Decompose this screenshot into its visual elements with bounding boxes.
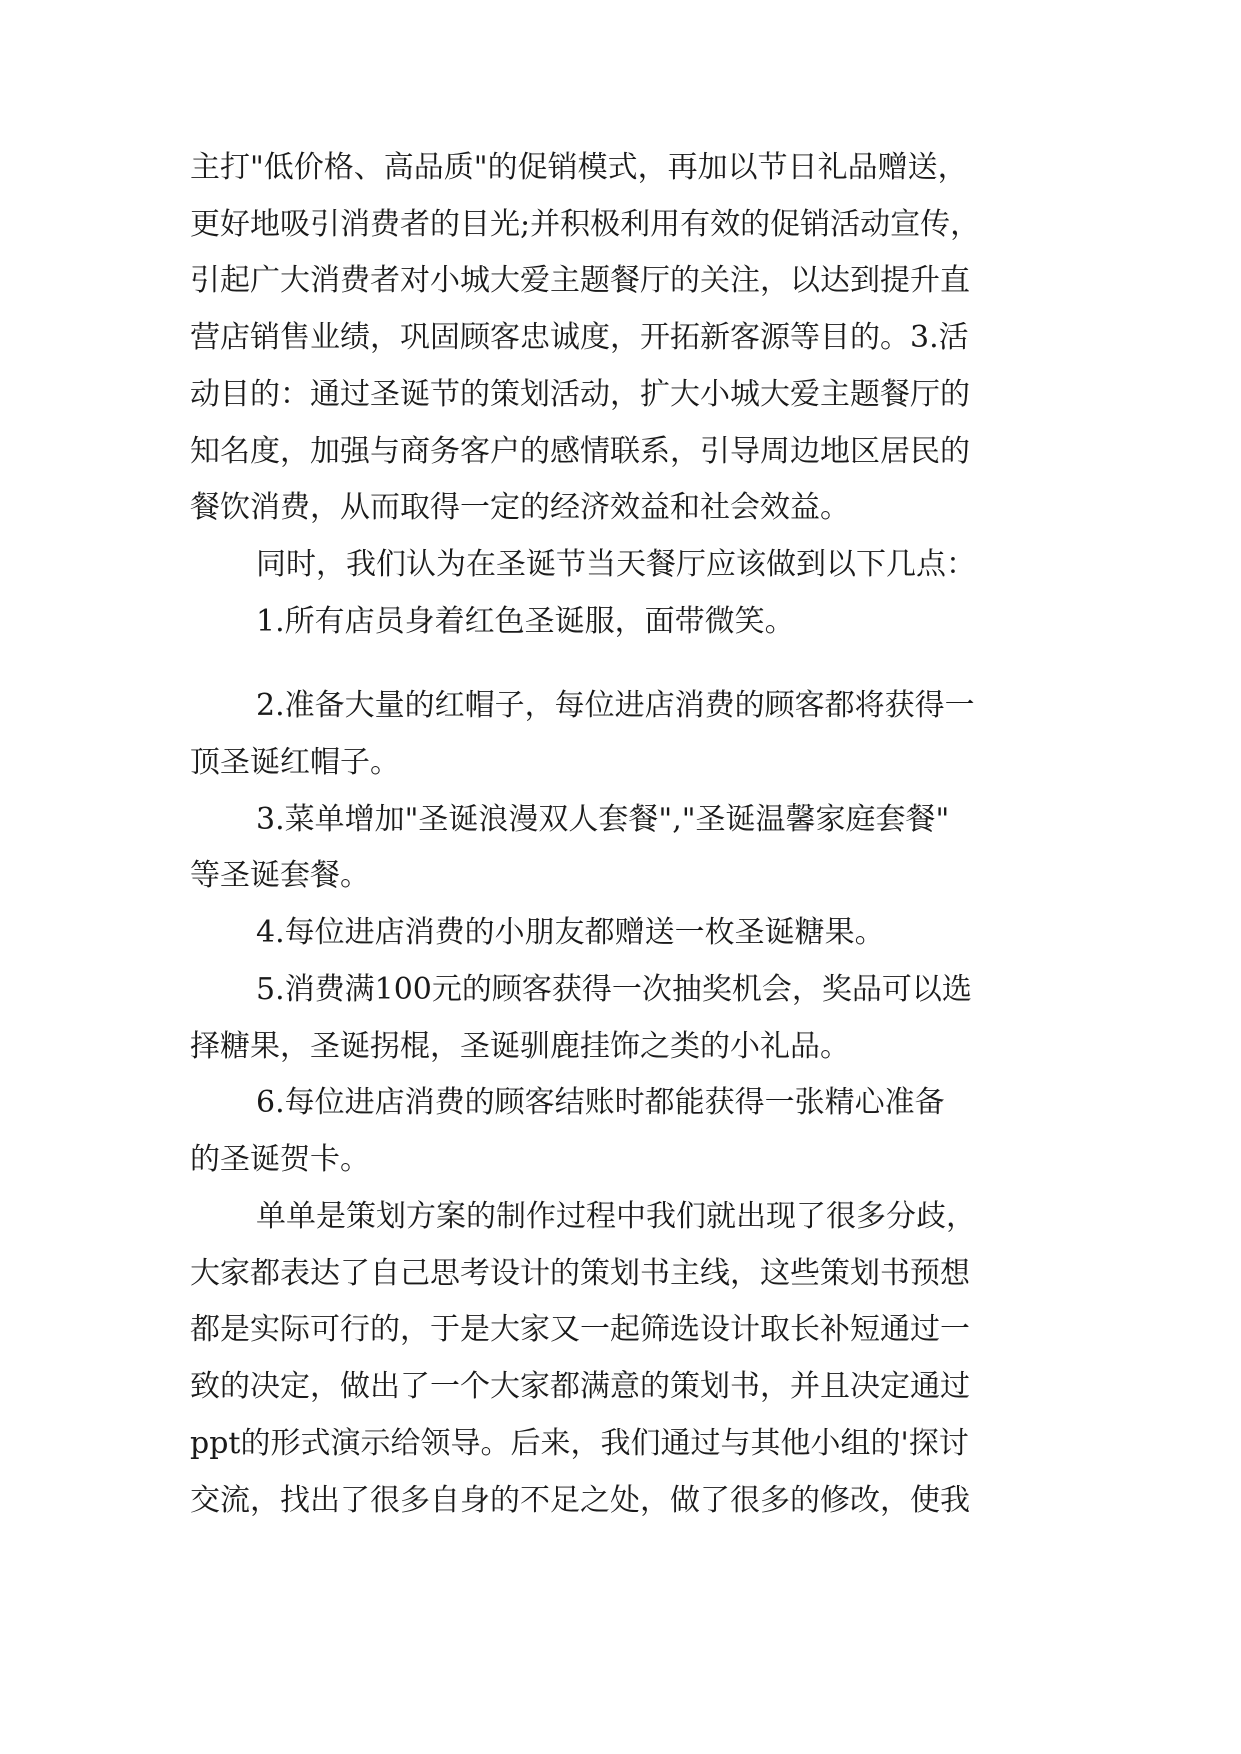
list-item: 5.消费满100元的顾客获得一次抽奖机会，奖品可以选	[256, 972, 972, 1007]
paragraph-line: 知名度，加强与商务客户的感情联系，引导周边地区居民的	[190, 434, 970, 469]
paragraph-line: 择糖果，圣诞拐棍，圣诞驯鹿挂饰之类的小礼品。	[190, 1029, 850, 1064]
list-item: 3.菜单增加"圣诞浪漫双人套餐","圣诞温馨家庭套餐"	[256, 802, 950, 837]
list-item: 4.每位进店消费的小朋友都赠送一枚圣诞糖果。	[256, 915, 885, 950]
paragraph-line: 交流，找出了很多自身的不足之处，做了很多的修改，使我	[190, 1483, 970, 1518]
paragraph-line: 顶圣诞红帽子。	[190, 745, 400, 780]
paragraph-line: 主打"低价格、高品质"的促销模式，再加以节日礼品赠送，	[190, 150, 968, 185]
paragraph-line: 都是实际可行的，于是大家又一起筛选设计取长补短通过一	[190, 1312, 970, 1347]
paragraph-line: 致的决定，做出了一个大家都满意的策划书，并且决定通过	[190, 1369, 970, 1404]
paragraph-line: 同时，我们认为在圣诞节当天餐厅应该做到以下几点：	[256, 547, 976, 582]
list-item: 2.准备大量的红帽子，每位进店消费的顾客都将获得一	[256, 688, 975, 723]
list-item: 6.每位进店消费的顾客结账时都能获得一张精心准备	[256, 1085, 945, 1120]
paragraph-line: 动目的：通过圣诞节的策划活动，扩大小城大爱主题餐厅的	[190, 377, 970, 412]
list-item: 1.所有店员身着红色圣诞服，面带微笑。	[256, 604, 795, 639]
paragraph-line: 营店销售业绩，巩固顾客忠诚度，开拓新客源等目的。3.活	[190, 320, 969, 355]
paragraph-line: 餐饮消费，从而取得一定的经济效益和社会效益。	[190, 490, 850, 525]
paragraph-line: 引起广大消费者对小城大爱主题餐厅的关注，以达到提升直	[190, 263, 970, 298]
paragraph-line: ppt的形式演示给领导。后来，我们通过与其他小组的'探讨	[190, 1426, 969, 1461]
paragraph-line: 更好地吸引消费者的目光;并积极利用有效的促销活动宣传，	[190, 207, 981, 242]
paragraph-line: 的圣诞贺卡。	[190, 1142, 370, 1177]
paragraph-line: 大家都表达了自己思考设计的策划书主线，这些策划书预想	[190, 1256, 970, 1291]
paragraph-line: 等圣诞套餐。	[190, 858, 370, 893]
paragraph-line: 单单是策划方案的制作过程中我们就出现了很多分歧，	[256, 1199, 976, 1234]
